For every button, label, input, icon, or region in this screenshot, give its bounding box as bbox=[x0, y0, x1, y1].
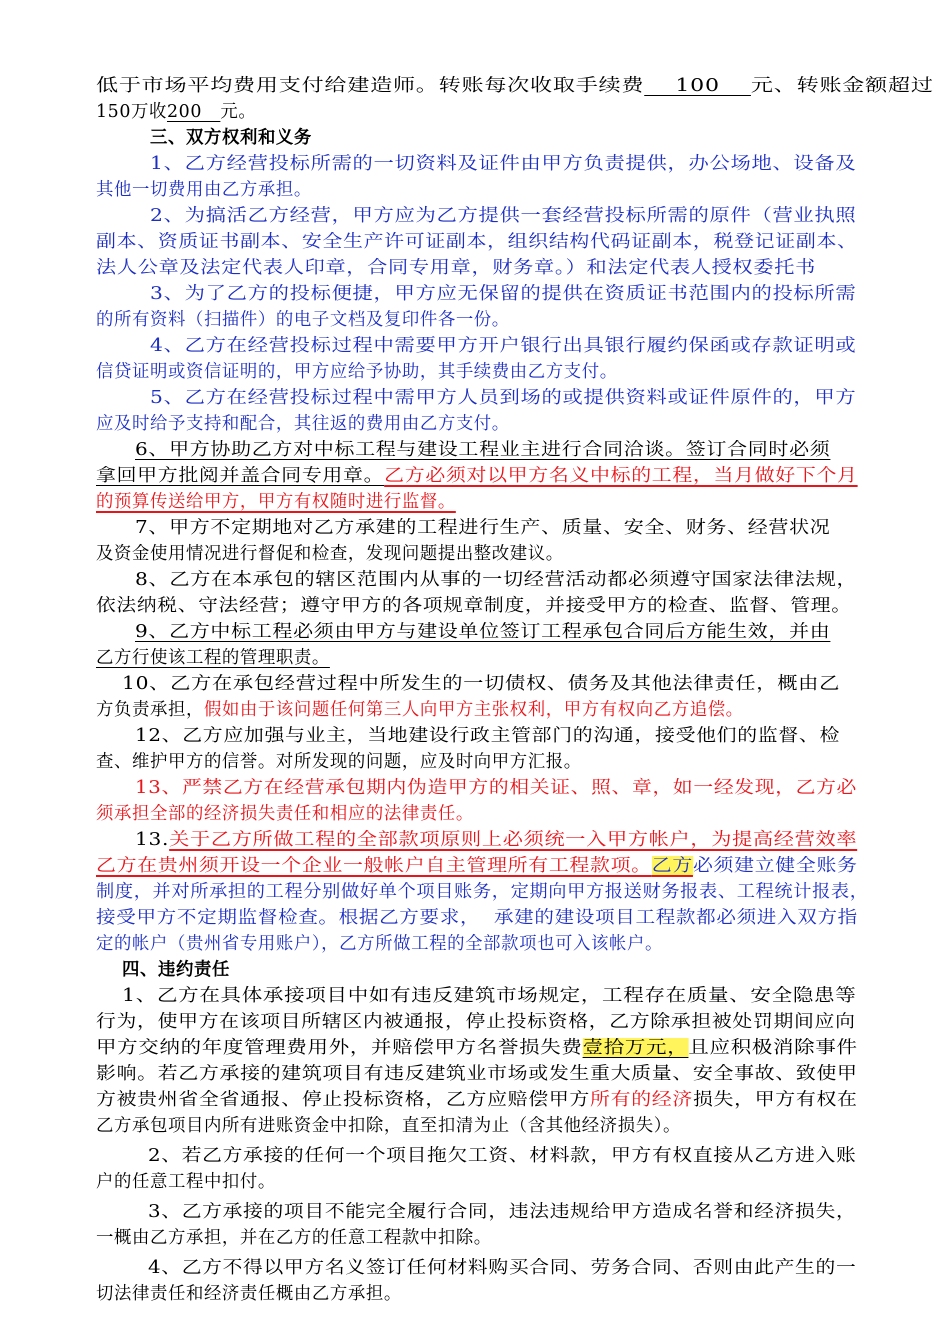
text-segment: 的预算传送给甲方，甲方有权随时进行监督。 bbox=[96, 492, 456, 512]
text-segment: 8、乙方在本承包的辖区范围内从事的一切经营活动都必须遵守国家法律法规， bbox=[135, 570, 858, 590]
text-line-45 bbox=[96, 1223, 492, 1253]
text-segment: 法人公章及法定代表人印章，合同专用章，财务章。）和法定代表人授权委托书 bbox=[96, 258, 816, 278]
text-segment: 3、为了乙方的投标便捷，甲方应无保留的提供在资质证书范围内的投标所需 bbox=[150, 284, 857, 304]
text-segment: 及资金使用情况进行督促和检查，发现问题提出整改建议。 bbox=[96, 544, 564, 564]
text-segment: 乙方在贵州须开设一个企业一般帐户自主管理所有工程款项。 bbox=[96, 856, 652, 876]
text-segment: 4、乙方在经营投标过程中需要甲方开户银行出具银行履约保函或存款证明或 bbox=[150, 336, 857, 356]
text-segment: 方被贵州省全省通报、停止投标资格，乙方应赔偿甲方 bbox=[96, 1090, 591, 1110]
text-segment: 乙方行使该工程的管理职责。 bbox=[96, 648, 330, 668]
text-segment: 应及时给予支持和配合，其往返的费用由乙方支付。 bbox=[96, 414, 510, 434]
text-segment: 查、维护甲方的信誉。对所发现的问题，应及时向甲方汇报。 bbox=[96, 752, 582, 772]
text-segment: 元。 bbox=[220, 102, 257, 122]
text-segment: 关于乙方所做工程的全部款项原则上必须统一入甲方帐户，为提高经营效率 bbox=[169, 830, 858, 850]
text-segment: 方负责承担， bbox=[96, 700, 204, 720]
text-segment: 依法纳税、守法经营；遵守甲方的各项规章制度，并接受甲方的检查、监督、管理。 bbox=[96, 596, 852, 616]
text-line-43 bbox=[96, 1167, 276, 1197]
text-segment: 户的任意工程中扣付。 bbox=[96, 1172, 276, 1192]
text-segment: 7、甲方不定期地对乙方承建的工程进行生产、质量、安全、财务、经营状况 bbox=[135, 518, 831, 538]
text-segment: 且应积极消除事件 bbox=[688, 1038, 858, 1058]
text-segment: 四、违约责任 bbox=[122, 960, 230, 980]
text-segment: 低于市场平均费用支付给建造师。转账每次收取手续费 bbox=[96, 76, 645, 96]
text-segment: 影响。若乙方承接的建筑项目有违反建筑业市场或发生重大质量、安全事故、致使甲 bbox=[96, 1064, 858, 1084]
text-segment: 的所有资料（扫描件）的电子文档及复印件各一份。 bbox=[96, 310, 510, 330]
text-segment: 12、乙方应加强与业主，当地建设行政主管部门的沟通，接受他们的监督、检 bbox=[135, 726, 841, 746]
text-segment: 1、乙方经营投标所需的一切资料及证件由甲方负责提供，办公场地、设备及 bbox=[150, 154, 857, 174]
text-segment: 6、甲方协助乙方对中标工程与建设工程业主进行合同洽谈。签订合同时必须 bbox=[135, 440, 831, 460]
text-segment: 切法律责任和经济责任概由乙方承担。 bbox=[96, 1284, 402, 1304]
text-segment: 损失，甲方有权在 bbox=[692, 1090, 858, 1110]
text-segment: 假如由于该问题任何第三人向甲方主张权利，甲方有权向乙方追偿。 bbox=[203, 700, 744, 720]
text-segment: 定的帐户（贵州省专用账户），乙方所做工程的全部款项也可入该帐户。 bbox=[96, 934, 664, 954]
text-segment: 所有的经济 bbox=[590, 1090, 693, 1110]
text-segment: 3、乙方承接的项目不能完全履行合同，违法违规给甲方造成名誉和经济损失， bbox=[148, 1202, 857, 1222]
text-segment: 13. bbox=[135, 830, 170, 850]
text-segment: 拿回甲方批阅并盖合同专用章。 bbox=[96, 466, 385, 486]
text-segment: 三、双方权利和义务 bbox=[150, 128, 312, 148]
text-segment: 2、为搞活乙方经营，甲方应为乙方提供一套经营投标所需的原件（营业执照 bbox=[150, 206, 857, 226]
text-segment: 必须建立健全账务 bbox=[692, 856, 858, 876]
text-segment: 接受甲方不定期监督检查。根据乙方要求， 承建的建设项目工程款都必须进入双方指 bbox=[96, 908, 858, 928]
text-segment: 10、乙方在承包经营过程中所发生的一切债权、债务及其他法律责任，概由乙 bbox=[122, 674, 841, 694]
text-segment: 其他一切费用由乙方承担。 bbox=[96, 180, 312, 200]
text-segment: 5、乙方在经营投标过程中需甲方人员到场的或提供资料或证件原件的，甲方 bbox=[150, 388, 857, 408]
text-segment: 1、乙方在具体承接项目中如有违反建筑市场规定，工程存在质量、安全隐患等 bbox=[122, 986, 857, 1006]
text-segment: 2、若乙方承接的任何一个项目拖欠工资、材料款，甲方有权直接从乙方进入账 bbox=[148, 1146, 857, 1166]
text-segment: 200 bbox=[166, 102, 221, 122]
text-segment: 4、乙方不得以甲方名义签订任何材料购买合同、劳务合同、否则由此产生的一 bbox=[148, 1258, 857, 1278]
text-segment: 行为，使甲方在该项目所辖区内被通报，停止投标资格，乙方除承担被处罚期间应向 bbox=[96, 1012, 856, 1032]
text-segment: 壹拾万元， bbox=[582, 1038, 689, 1058]
text-segment: 一概由乙方承担，并在乙方的任意工程款中扣除。 bbox=[96, 1228, 492, 1248]
text-segment: 须承担全部的经济损失责任和相应的法律责任。 bbox=[96, 804, 474, 824]
text-segment: 副本、资质证书副本、安全生产许可证副本，组织结构代码证副本，税登记证副本、 bbox=[96, 232, 858, 252]
text-segment: 元、转账金额超过 bbox=[750, 76, 934, 96]
text-segment: 乙方必须对以甲方名义中标的工程，当月做好下个月 bbox=[384, 466, 858, 486]
text-line-47 bbox=[96, 1279, 402, 1309]
text-line-41 bbox=[96, 1111, 681, 1141]
text-segment: 信贷证明或资信证明的，甲方应给予协助，其手续费由乙方支付。 bbox=[96, 362, 618, 382]
text-segment: 甲方交纳的年度管理费用外，并赔偿甲方名誉损失费 bbox=[96, 1038, 583, 1058]
text-segment: 乙方 bbox=[651, 856, 693, 876]
text-segment: 13、严禁乙方在经营承包期内伪造甲方的相关证、照、章，如一经发现，乙方必 bbox=[135, 778, 858, 798]
text-segment: 制度，并对所承担的工程分别做好单个项目账务，定期向甲方报送财务报表、工程统计报表， bbox=[96, 882, 869, 902]
text-segment: 9、乙方中标工程必须由甲方与建设单位签订工程承包合同后方能生效，并由 bbox=[135, 622, 831, 642]
text-segment: 100 bbox=[644, 76, 751, 96]
text-segment: 乙方承包项目内所有进账资金中扣除，直至扣清为止（含其他经济损失）。 bbox=[96, 1116, 681, 1136]
text-segment: 150万收 bbox=[96, 102, 167, 122]
